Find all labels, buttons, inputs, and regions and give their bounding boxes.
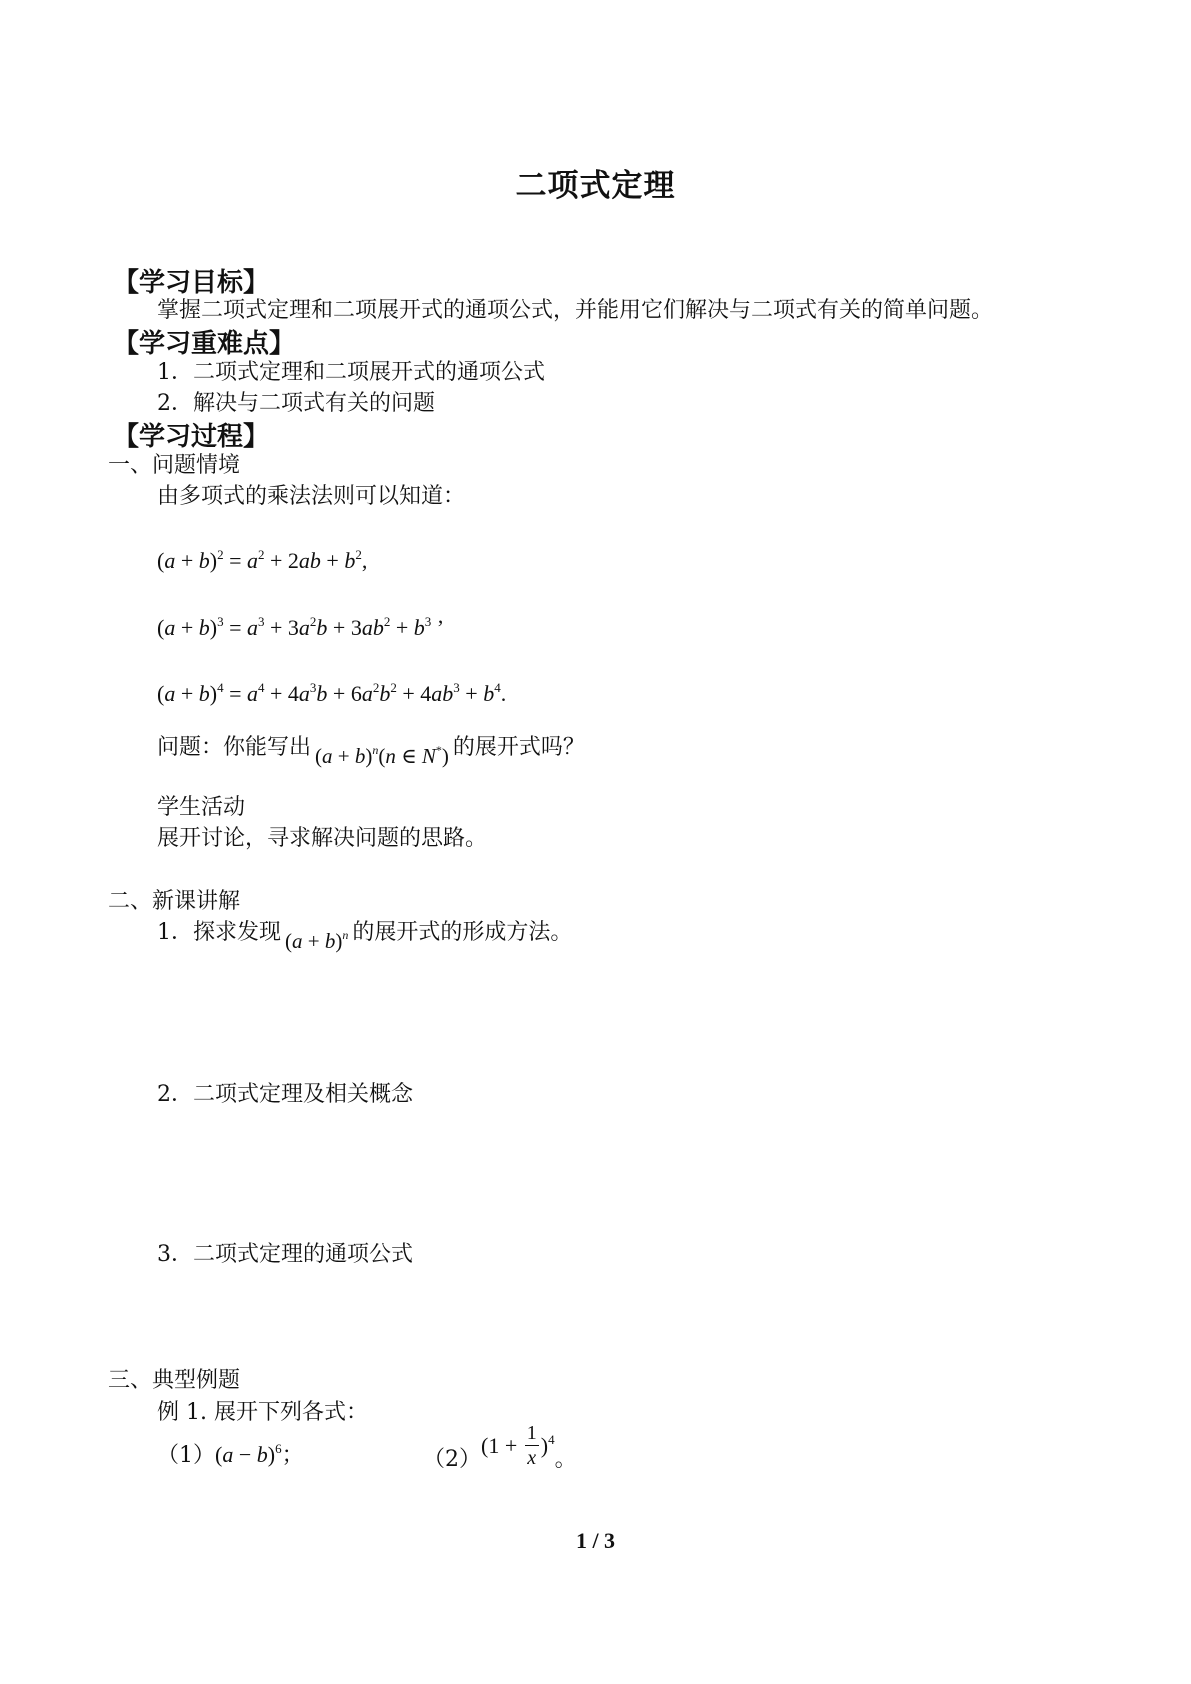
sub2-formula: (1 + $\frac{1}{x}$ )$^4$ <box>481 1422 555 1469</box>
part2-item-2: 2．二项式定理及相关概念 <box>157 1082 413 1107</box>
part2-item-1 <box>157 915 573 953</box>
page-number: 1 / 3 <box>575 1528 616 1553</box>
example-1: 例 1. 展开下列各式： <box>157 1400 368 1425</box>
question-suffix: 的展开式吗？ <box>452 735 585 760</box>
formula-fourth: $(a + b)^4 = a^4 + 4a^3b + 6a^2b^2 + 4ab^3 + b^4$. <box>157 680 507 706</box>
item1-formula: $(a + b)^n$ <box>285 928 349 953</box>
sub1-end: ； <box>281 1443 304 1468</box>
example-1-sub-1 <box>157 1438 304 1469</box>
formula-cube: $(a + b)^3 = a^3 + 3a^2b + 3ab^2 + b^3$ ’ <box>157 614 445 640</box>
question-formula: $(a + b)^n(n$ ∈ N*) <box>315 743 449 768</box>
sub2-end: 。 <box>554 1446 577 1472</box>
item1-suffix: 的展开式的形成方法。 <box>352 920 573 945</box>
key-points-heading: 【学习重难点】 <box>113 329 296 359</box>
activity-text: 展开讨论，寻求解决问题的思路。 <box>157 826 488 851</box>
part2-heading: 二、新课讲解 <box>108 889 241 914</box>
key-point-1: 1．二项式定理和二项展开式的通项公式 <box>157 360 545 385</box>
objectives-heading: 【学习目标】 <box>113 268 270 298</box>
sub1-label: （1） <box>157 1443 215 1468</box>
example-1-sub-2 <box>423 1422 577 1472</box>
sub1-formula: $(a - b)^6$ <box>215 1441 282 1467</box>
page-title: 二项式定理 <box>515 168 676 204</box>
part2-item-3: 3．二项式定理的通项公式 <box>157 1242 413 1267</box>
objectives-text: 掌握二项式定理和二项展开式的通项公式，并能用它们解决与二项式有关的简单问题。 <box>157 298 994 323</box>
key-point-2: 2．解决与二项式有关的问题 <box>157 391 435 416</box>
part1-question <box>157 730 585 768</box>
part3-heading: 三、典型例题 <box>108 1368 241 1393</box>
activity-label: 学生活动 <box>157 795 246 820</box>
formula-square: $(a + b)^2 = a^2 + 2ab + b^2$, <box>157 547 368 573</box>
part1-intro: 由多项式的乘法法则可以知道： <box>157 484 466 509</box>
process-heading: 【学习过程】 <box>113 422 270 452</box>
sub2-label: （2） <box>423 1446 481 1472</box>
part1-heading: 一、问题情境 <box>108 453 241 478</box>
question-prefix: 问题：你能写出 <box>157 735 312 760</box>
item1-prefix: 1．探求发现 <box>157 920 281 945</box>
